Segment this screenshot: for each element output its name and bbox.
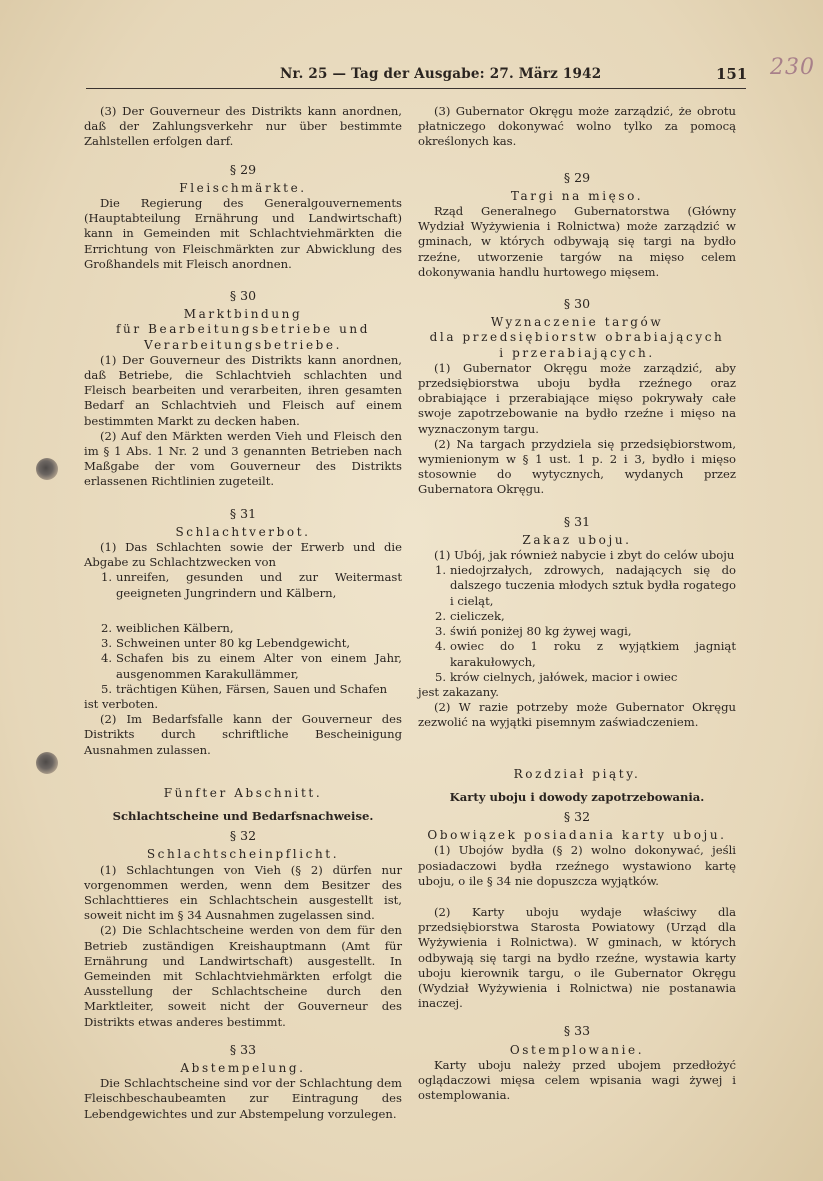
handwritten-number: 230 bbox=[770, 55, 815, 80]
paragraph: (2) Karty uboju wydaje właściwy dla przedsiębiorstwa Starosta Powiatowy (Urząd dla Wyżywienia i Rolnictwa). W gminach, w których odbywają się targi na bydło rzeźne, wystawia karty uboju kierownik targu, o ile Gubernator Okręgu (Wydział Wyżywienia i Rolnictwa) nie postanawia inaczej. bbox=[418, 904, 736, 1011]
section-title: dla przedsiębiorstw obrabiających bbox=[429, 330, 725, 345]
section-number: § 30 bbox=[563, 296, 591, 312]
section-title: Zakaz uboju. bbox=[522, 532, 632, 547]
paragraph: (1) Ubojów bydła (§ 2) wolno dokonywać, jeśli posiadaczowi bydła rzeźnego wystawiono kartę uboju, o ile § 34 nie dopuszcza wyjątków. bbox=[418, 843, 736, 888]
paragraph: (1) Der Gouverneur des Distrikts kann anordnen, daß Betriebe, die Schlachtvieh schlachten und Fleisch bearbeiten und verarbeiten, ihren gesamten Bedarf an Schlachtvieh und Fleisch auf einem bestimmten Markt zu decken haben. bbox=[84, 352, 402, 428]
section-number: § 32 bbox=[229, 828, 257, 844]
section-title: Ostemplowanie. bbox=[509, 1042, 645, 1057]
section-title: Verarbeitungsbetriebe. bbox=[143, 337, 343, 352]
paragraph: (3) Gubernator Okręgu może zarządzić, że obrotu płatniczego dokonywać wolno tylko za pomocą określonych kas. bbox=[418, 104, 736, 149]
paragraph: (3) Der Gouverneur des Distrikts kann anordnen, daß der Zahlungsverkehr nur über bestimmte Zahlstellen erfolgen darf. bbox=[84, 104, 402, 149]
paragraph: Karty uboju należy przed ubojem przedłożyć oglądaczowi mięsa celem wpisania wagi żywej i ostemplowania. bbox=[418, 1057, 736, 1103]
section-title: Schlachtverbot. bbox=[175, 524, 311, 539]
list-item: 4. Schafen bis zu einem Alter von einem Jahr, ausgenommen Karakullämmer, bbox=[100, 651, 402, 681]
list-item: 1. niedojrzałych, zdrowych, nadających się do dalszego tuczenia młodych sztuk bydła rogatego i cieląt, bbox=[434, 563, 736, 608]
paragraph: jest zakazany. bbox=[418, 684, 499, 699]
paragraph: (2) Im Bedarfsfalle kann der Gouverneur des Distrikts durch schriftliche Bescheinigung Ausnahmen zulassen. bbox=[84, 712, 402, 757]
paragraph: (1) Ubój, jak również nabycie i zbyt do celów uboju bbox=[434, 548, 735, 563]
section-title: Wyznaczenie targów bbox=[490, 315, 664, 330]
paragraph: (2) Die Schlachtscheine werden von dem für den Betrieb zuständigen Kreishauptmann (Amt für Ernährung und Landwirtschaft) ausgestellt. In Gemeinden mit Schlachtviehmärkten erfolgt die Ausstellung der Schlachtscheine durch den Marktleiter, soweit nicht der Gouverneur des Distrikts etwas anderes bestimmt. bbox=[84, 923, 402, 1029]
section-number: § 31 bbox=[229, 505, 257, 521]
section-number: § 32 bbox=[563, 808, 591, 824]
paragraph: ist verboten. bbox=[84, 696, 159, 711]
polish-column bbox=[418, 104, 736, 1103]
section-title: Targi na mięso. bbox=[510, 188, 644, 203]
section-number: § 29 bbox=[229, 161, 257, 177]
section-title: Obowiązek posiadania karty uboju. bbox=[427, 828, 727, 843]
section-title: i przerabiających. bbox=[499, 345, 655, 360]
paragraph: (1) Gubernator Okręgu może zarządzić, aby przedsiębiorstwa uboju bydła rzeźnego oraz obrabiające i przerabiające mięso pokrywały całe swoje zapotrzebowanie na bydło rzeźne i mięso na wyznaczonym targu. bbox=[418, 360, 736, 436]
list-item: 5. trächtigen Kühen, Färsen, Sauen und Schafen bbox=[100, 681, 388, 696]
chapter-subheading: Schlachtscheine und Bedarfsnachweise. bbox=[112, 808, 374, 823]
section-title: Marktbindung bbox=[183, 307, 303, 322]
issue-line: Nr. 25 — Tag der Ausgabe: 27. März 1942 bbox=[280, 66, 602, 82]
paragraph: (2) Na targach przydziela się przedsiębiorstwom, wymienionym w § 1 ust. 1 p. 2 i 3, bydło i mięso stosownie do wytycznych, wydanych przez Gubernatora Okręgu. bbox=[418, 436, 736, 497]
header-rule bbox=[86, 88, 746, 89]
paragraph: (1) Schlachtungen von Vieh (§ 2) dürfen nur vorgenommen werden, wenn dem Besitzer des Schlachttieres ein Schlachtschein ausgestellt ist, soweit nicht im § 34 Ausnahmen zugelassen sind. bbox=[84, 862, 402, 923]
chapter-heading: Rozdział piąty. bbox=[513, 766, 641, 781]
list-item: 2. weiblichen Kälbern, bbox=[100, 620, 234, 635]
section-title: für Bearbeitungsbetriebe und bbox=[115, 322, 371, 337]
paragraph: (1) Das Schlachten sowie der Erwerb und die Abgabe zu Schlachtzwecken von bbox=[84, 540, 402, 570]
list-item: 2. cieliczek, bbox=[434, 608, 505, 623]
punch-hole-bottom bbox=[36, 752, 58, 774]
section-number: § 31 bbox=[563, 513, 591, 529]
paragraph: Die Regierung des Generalgouvernements (Hauptabteilung Ernährung und Landwirtschaft) kann in Gemeinden mit Schlachtviehmärkten die Errichtung von Fleischmärkten zur Abwicklung des Großhandels mit Fleisch anordnen. bbox=[84, 196, 402, 271]
list-item: 4. owiec do 1 roku z wyjątkiem jagniąt karakułowych, bbox=[434, 639, 736, 669]
section-number: § 30 bbox=[229, 288, 257, 304]
section-title: Abstempelung. bbox=[180, 1060, 306, 1075]
list-item: 5. krów cielnych, jałówek, macior i owiec bbox=[434, 669, 678, 684]
punch-hole-top bbox=[36, 458, 58, 480]
section-title: Schlachtscheinpflicht. bbox=[146, 847, 340, 862]
chapter-subheading: Karty uboju i dowody zapotrzebowania. bbox=[449, 789, 705, 804]
page-header bbox=[0, 55, 823, 87]
paragraph: Rząd Generalnego Gubernatorstwa (Główny Wydział Wyżywienia i Rolnictwa) może zarządzić w gminach, w których odbywają się targi na bydło rzeźne, utworzenie targów na mięso celem dokonywania handlu hurtowego mięsem. bbox=[418, 204, 736, 279]
paragraph: Die Schlachtscheine sind vor der Schlachtung dem Fleischbeschaubeamten zur Eintragung des Lebendgewichtes und zur Abstempelung vorzulegen. bbox=[84, 1076, 402, 1121]
list-item: 3. Schweinen unter 80 kg Lebendgewicht, bbox=[100, 636, 351, 651]
german-column bbox=[84, 104, 402, 1122]
list-item: 3. świń poniżej 80 kg żywej wagi, bbox=[434, 624, 632, 639]
page-number: 151 bbox=[716, 65, 748, 83]
paragraph: (2) Auf den Märkten werden Vieh und Fleisch den im § 1 Abs. 1 Nr. 2 und 3 genannten Betrieben nach Maßgabe der vom Gouverneur des Distrikts erlassenen Richtlinien zugeteilt. bbox=[84, 428, 402, 489]
section-number: § 33 bbox=[229, 1041, 257, 1057]
list-item: 1. unreifen, gesunden und zur Weitermast geeigneten Jungrindern und Kälbern, bbox=[100, 570, 402, 600]
chapter-heading: Fünfter Abschnitt. bbox=[163, 785, 323, 800]
section-title: Fleischmärkte. bbox=[179, 180, 307, 195]
section-number: § 33 bbox=[563, 1023, 591, 1039]
section-number: § 29 bbox=[563, 169, 591, 185]
paragraph: (2) W razie potrzeby może Gubernator Okręgu zezwolić na wyjątki pisemnym zaświadczeniem. bbox=[418, 700, 736, 730]
